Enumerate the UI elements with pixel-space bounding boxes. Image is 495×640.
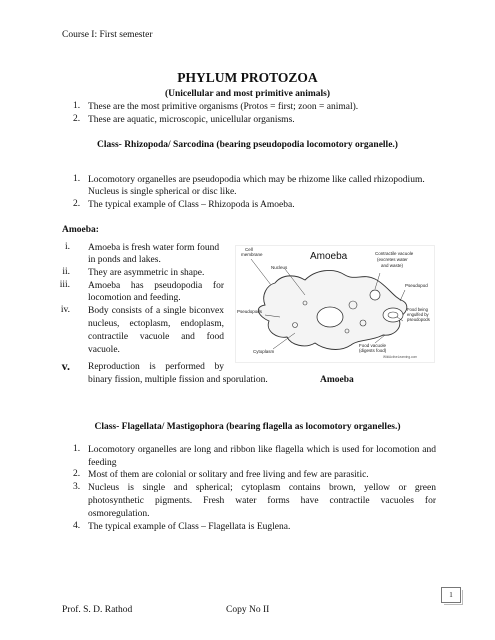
list-item: Locomotory organelles are long and ribbon like flagella which is used for locomotion and xyxy=(88,445,436,455)
list-item-continued: Nucleus is single spherical or disc like. xyxy=(88,187,237,197)
svg-text:(digests food): (digests food) xyxy=(359,348,387,353)
roman-number: iv. xyxy=(60,305,70,315)
point-line: vacuole. xyxy=(88,345,120,355)
food-vacuole-shape xyxy=(383,308,403,322)
list-item: The typical example of Class – Flagellata is Euglena. xyxy=(88,522,291,532)
list-item-continued: osmoregulation. xyxy=(88,509,150,519)
list-number: 1. xyxy=(73,101,81,111)
list-number: 4. xyxy=(73,521,81,531)
point-line: Amoeba has pseudopodia for xyxy=(88,281,224,291)
point-line: They are asymmetric in shape. xyxy=(88,268,205,278)
label-pseudopods: Pseudopods xyxy=(237,309,263,314)
list-item: These are aquatic, microscopic, unicellular organisms. xyxy=(88,115,295,125)
diagram-watermark: Wiki‍ActiveLearning.com xyxy=(383,355,418,359)
section-heading-rhizopoda: Class- Rhizopoda/ Sarcodina (bearing pseudopodia locomotory organelle.) xyxy=(97,140,398,150)
point-line: Amoeba is fresh water form found xyxy=(88,243,220,253)
course-header: Course I: First semester xyxy=(62,30,153,40)
list-number: 3. xyxy=(73,482,81,492)
diagram-title: Amoeba xyxy=(310,251,348,262)
point-line: contractile vacuole and food xyxy=(88,332,224,342)
label-contractile-vacuole: Contractile vacuole xyxy=(375,251,414,256)
label-cell-membrane: Cell xyxy=(245,247,253,252)
point-line: locomotion and feeding. xyxy=(88,293,181,303)
point-line: binary fission, multiple fission and sporulation. xyxy=(88,375,268,385)
footer-author: Prof. S. D. Rathod xyxy=(62,605,133,615)
svg-text:(excretes water: (excretes water xyxy=(377,257,408,262)
page-subtitle: (Unicellular and most primitive animals) xyxy=(164,89,331,99)
roman-number: ii. xyxy=(62,267,70,277)
list-item-continued: feeding xyxy=(88,458,117,468)
contractile-vacuole-shape xyxy=(370,290,380,300)
list-item-continued: photosynthetic pigments. Fresh water forms have contractile vacuoles for xyxy=(88,496,436,506)
list-item: Most of them are colonial or solitary and free living and few are parasitic. xyxy=(88,470,369,480)
section-heading-flagellata: Class- Flagellata/ Mastigophora (bearing flagella as locomotory organelles.) xyxy=(94,422,401,432)
label-pseudopod: Pseudopod xyxy=(405,283,428,288)
list-number: 2. xyxy=(73,469,81,479)
list-number: 2. xyxy=(73,199,81,209)
amoeba-diagram xyxy=(235,245,435,363)
roman-number: i. xyxy=(64,242,70,252)
roman-number: iii. xyxy=(59,280,70,290)
point-line: Body consists of a single biconvex xyxy=(88,306,224,316)
label-food-vacuole: Food vacuole xyxy=(359,343,387,348)
list-number: 2. xyxy=(73,114,81,124)
footer-copy: Copy No II xyxy=(226,605,270,615)
page-title: PHYLUM PROTOZOA xyxy=(177,70,318,85)
list-item: Nucleus is single and spherical; cytoplasm contains brown, yellow or green xyxy=(88,483,436,493)
label-cytoplasm: Cytoplasm xyxy=(253,349,275,354)
point-line: nucleus, ectoplasm, endoplasm, xyxy=(88,319,224,329)
point-line: Reproduction is performed by xyxy=(88,362,224,372)
list-item: The typical example of Class – Rhizopoda is Amoeba. xyxy=(88,200,295,210)
roman-number: v. xyxy=(61,359,70,373)
label-nucleus: Nucleus xyxy=(271,265,288,270)
svg-text:engulfed by: engulfed by xyxy=(407,312,429,317)
svg-text:membrane: membrane xyxy=(241,252,263,257)
page-number: 1 xyxy=(441,587,461,603)
svg-text:pseudopods: pseudopods xyxy=(407,317,430,322)
diagram-caption: Amoeba xyxy=(320,375,354,385)
nucleus-shape xyxy=(317,307,343,327)
list-number: 1. xyxy=(73,174,81,184)
label-food-engulfed: Food being xyxy=(407,307,428,312)
svg-text:and waste): and waste) xyxy=(381,263,404,268)
list-item: Locomotory organelles are pseudopodia which may be rhizome like called rhizopodium. xyxy=(88,175,425,185)
point-line: in ponds and lakes. xyxy=(88,255,161,265)
list-number: 1. xyxy=(73,444,81,454)
amoeba-heading: Amoeba: xyxy=(62,225,99,235)
list-item: These are the most primitive organisms (Protos = first; zoon = animal). xyxy=(88,102,359,112)
